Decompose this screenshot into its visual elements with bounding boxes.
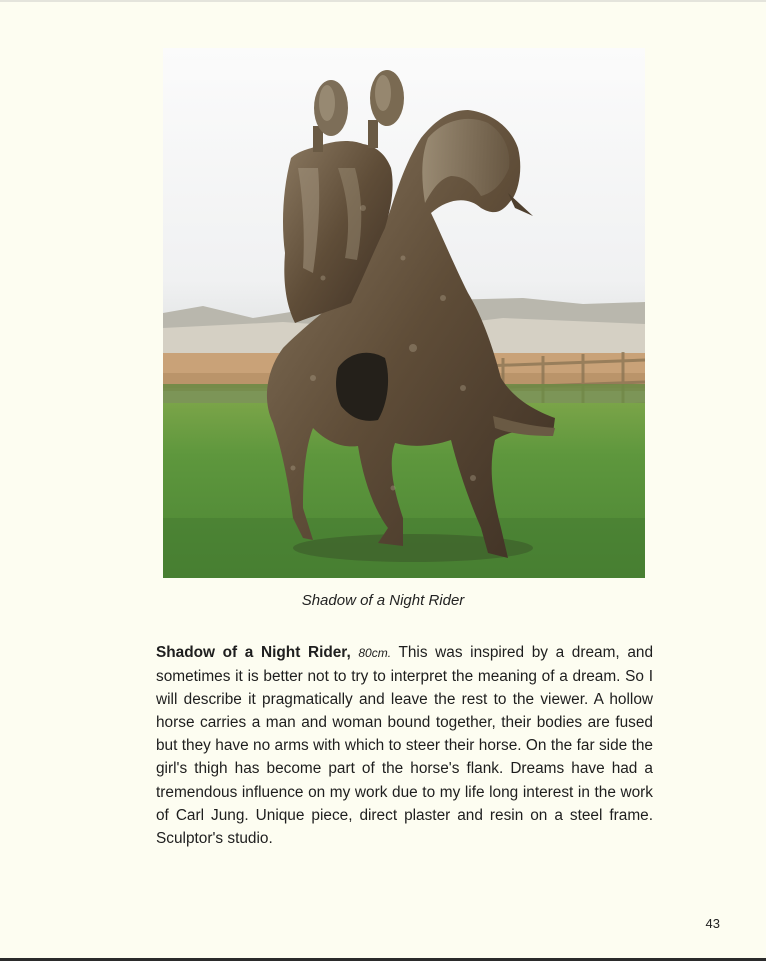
description-paragraph bbox=[156, 641, 653, 850]
figure-caption: Shadow of a Night Rider bbox=[301, 592, 465, 609]
page-number: 43 bbox=[705, 916, 720, 931]
sculpture-title: Shadow of a Night Rider, bbox=[156, 644, 351, 661]
description-text: This was inspired by a dream, and sometimes it is better not to try to interpret the meaning of a dream. So I will describe it pragmatically and leave the rest to the viewer. A hollow horse carries a man and woman bound together, their bodies are fused but they have no arms with which to steer their horse. On the far side the girl's thigh has become part of the horse's flank. Dreams have had a tremendous influence on my work due to my life long interest in the work of Carl Jung. Unique piece, direct plaster and resin on a steel frame. Sculptor's studio. bbox=[156, 644, 654, 847]
sculpture-size: 80cm. bbox=[358, 646, 392, 660]
page-top-edge bbox=[0, 0, 766, 2]
sculpture-photo bbox=[163, 48, 645, 578]
